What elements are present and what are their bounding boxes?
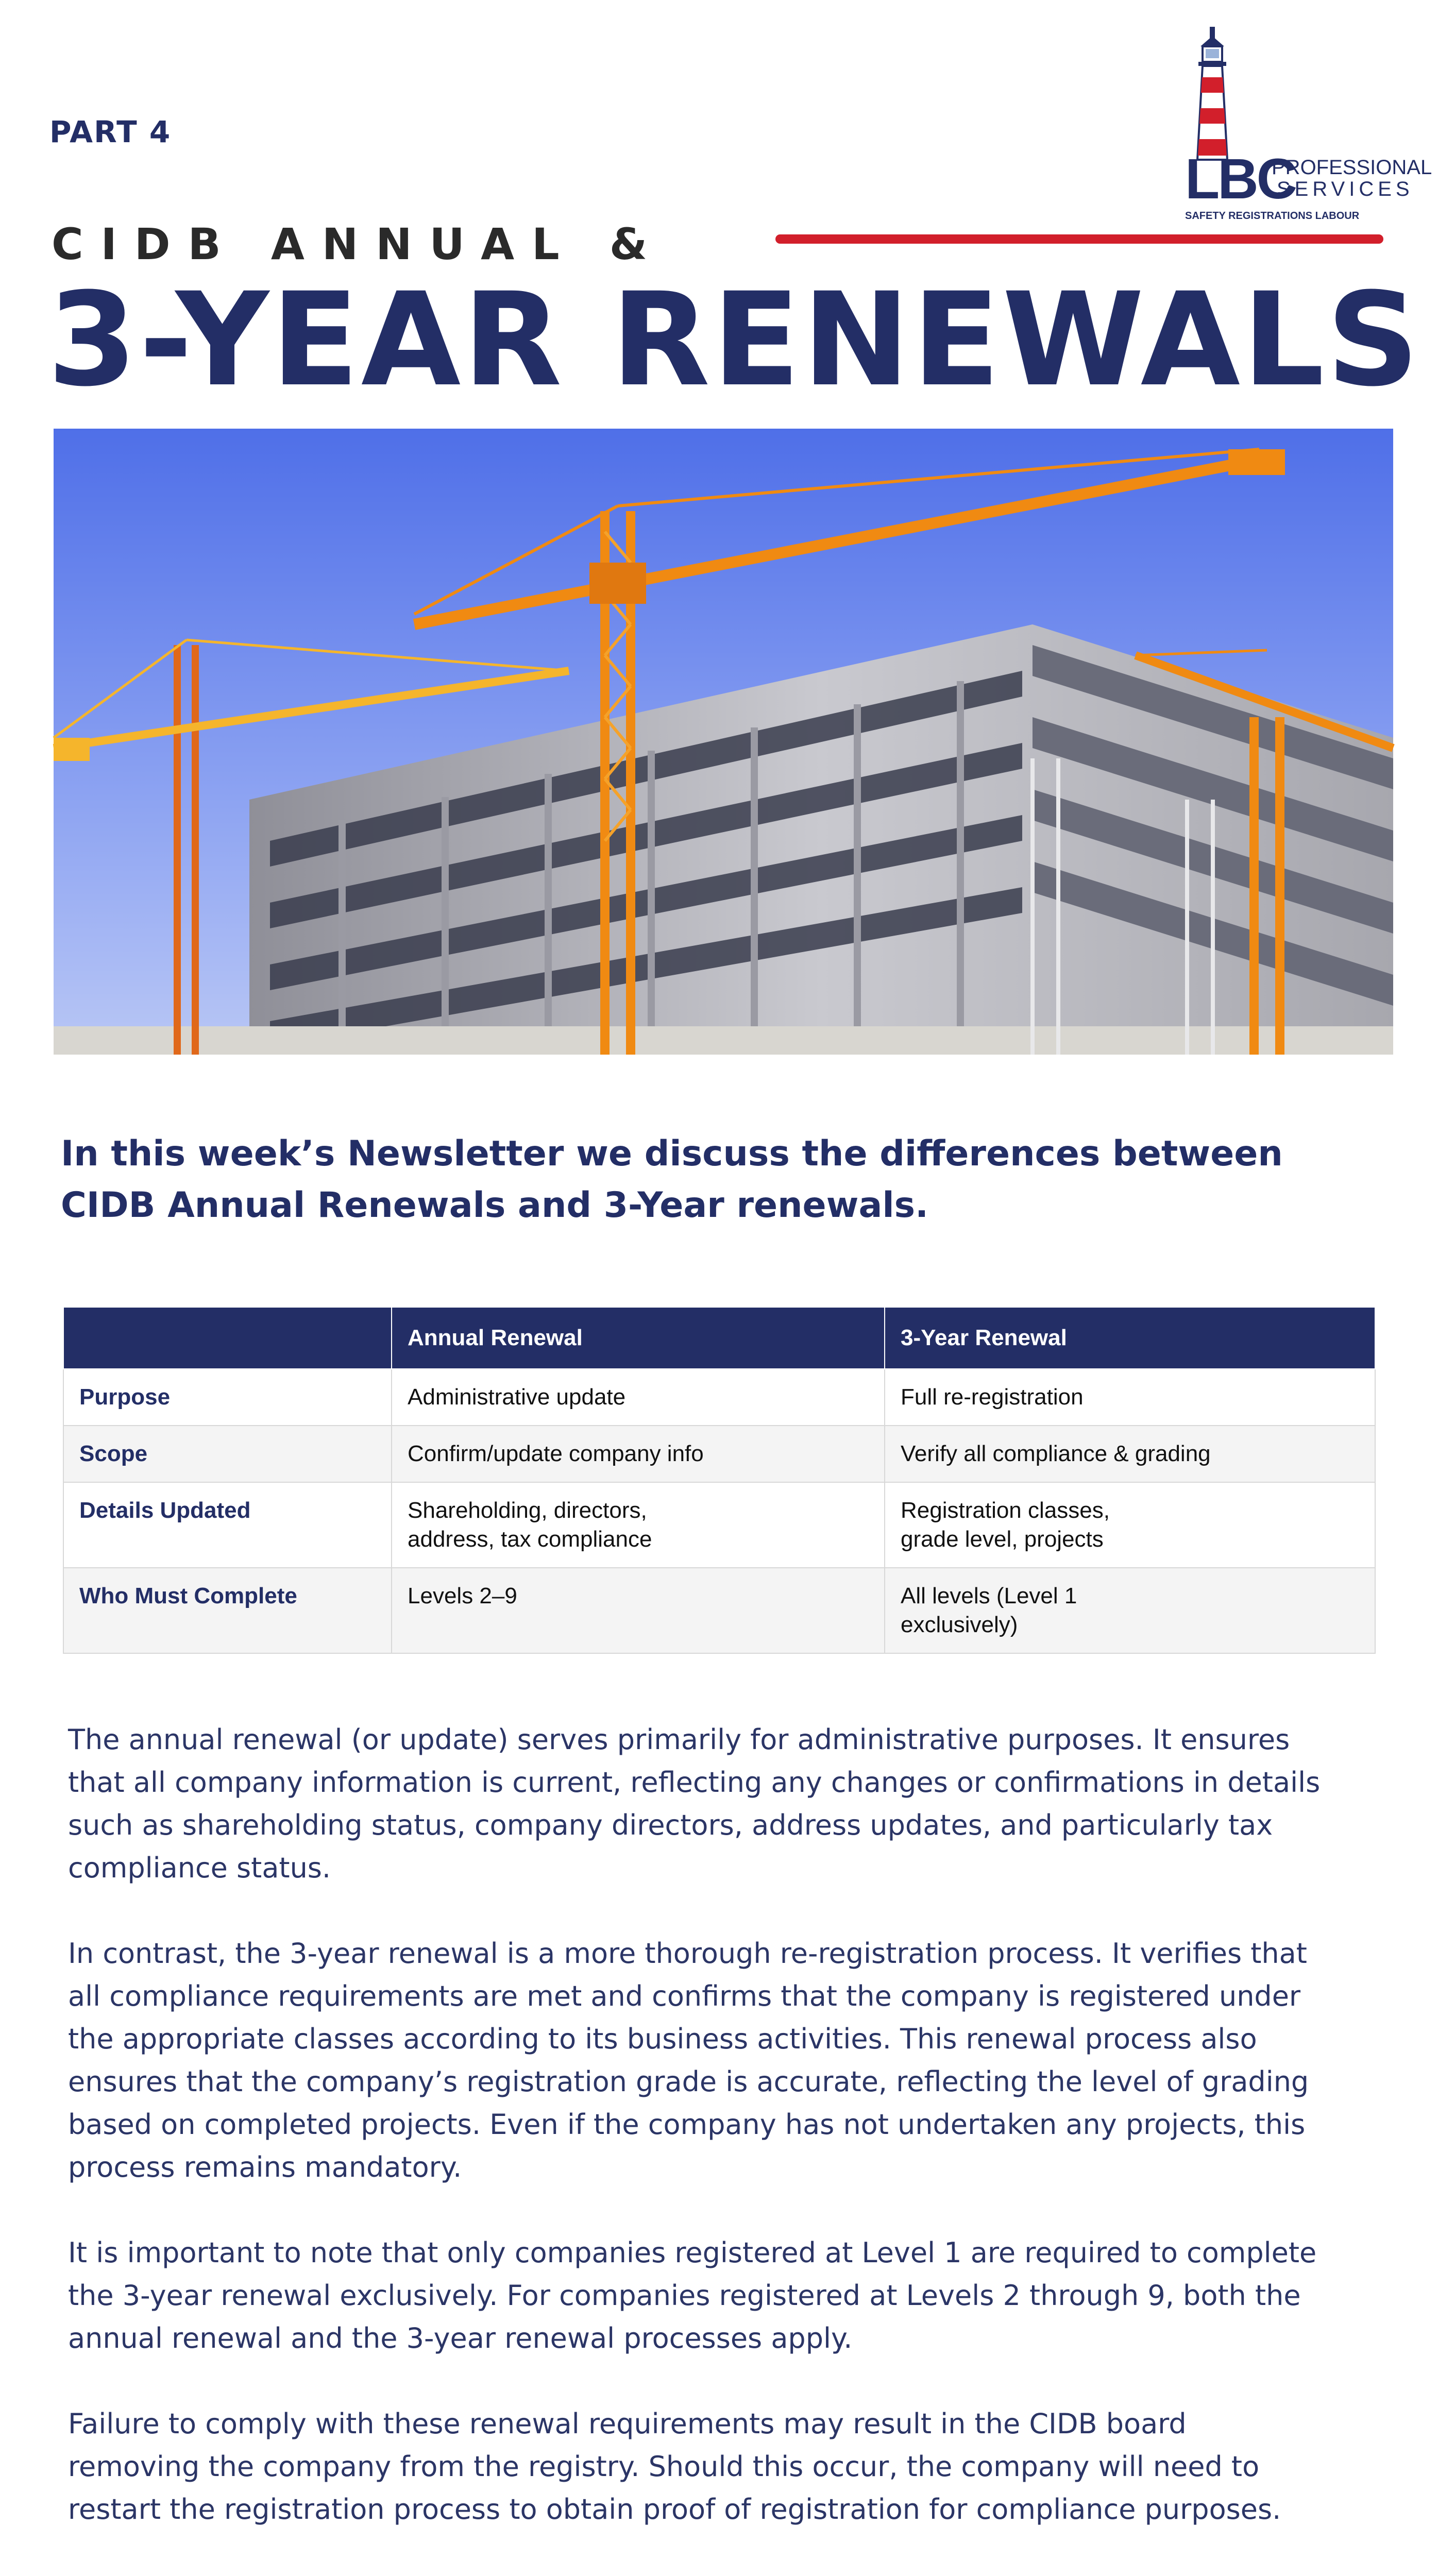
table-header-annual: Annual Renewal: [392, 1307, 885, 1369]
construction-cranes-building-photo: [54, 429, 1393, 1055]
paragraph: It is important to note that only companies registered at Level 1 are required to complete the 3-year renewal exclusively. For companies registered at Levels 2 through 9, both the annual renewal and the 3-year renewal processes apply.: [68, 2236, 1317, 2354]
page-title: 3-YEAR RENEWALS: [47, 265, 1422, 415]
comparison-table: [63, 1307, 1376, 1654]
paragraph: The annual renewal (or update) serves primarily for administrative purposes. It ensures that all company information is current, reflecting any changes or confirmations in details such as shareholding status, company directors, address updates, and particularly tax compliance status.: [68, 1723, 1321, 1884]
table-row: [63, 1426, 1375, 1482]
logo-tagline: SAFETY REGISTRATIONS LABOUR: [1185, 210, 1360, 222]
row-label: Who Must Complete: [63, 1568, 392, 1653]
cell-annual: Confirm/update company info: [392, 1426, 885, 1482]
table-header-three-year: 3-Year Renewal: [885, 1307, 1375, 1369]
lbc-logo: [1185, 21, 1432, 227]
row-label: Scope: [63, 1426, 392, 1482]
paragraph: Failure to comply with these renewal requirements may result in the CIDB board removing the company from the registry. Should this occur, the company will need to restart the registration process to obtain proof of registration for compliance purposes.: [68, 2408, 1281, 2526]
table-header-empty: [63, 1307, 392, 1369]
paragraph: In contrast, the 3-year renewal is a more thorough re-registration process. It verifies that all compliance requirements are met and confirms that the company is registered under the appropriate classes according to its business activities. This renewal process also ensures that the company’s registration grade is accurate, reflecting the level of grading based on completed projects. Even if the company has not undertaken any projects, this process remains mandatory.: [68, 1937, 1309, 2183]
part-label: PART 4: [49, 114, 172, 149]
logo-line2: SERVICES: [1277, 178, 1414, 200]
cell-three-year: All levels (Level 1 exclusively): [885, 1568, 1375, 1653]
red-divider: [775, 234, 1383, 244]
logo-name: LBC: [1185, 147, 1296, 211]
table-header-row: [63, 1307, 1375, 1369]
cell-annual: Administrative update: [392, 1369, 885, 1426]
subtitle: CIDB ANNUAL &: [52, 219, 665, 269]
table-row: [63, 1568, 1375, 1653]
cell-three-year: Registration classes, grade level, projects: [885, 1482, 1375, 1568]
intro-heading: In this week’s Newsletter we discuss the differences between CIDB Annual Renewals and 3-Year renewals.: [61, 1133, 1283, 1226]
row-label: Details Updated: [63, 1482, 392, 1568]
article-body: [68, 1718, 1379, 2576]
table-row: [63, 1482, 1375, 1568]
row-label: Purpose: [63, 1369, 392, 1426]
cell-annual: Levels 2–9: [392, 1568, 885, 1653]
logo-line1: PROFESSIONAL: [1272, 156, 1432, 179]
paragraph: [68, 2573, 1379, 2576]
table-row: [63, 1369, 1375, 1426]
cell-three-year: Verify all compliance & grading: [885, 1426, 1375, 1482]
lighthouse-icon: [1197, 27, 1227, 160]
cell-annual: Shareholding, directors, address, tax compliance: [392, 1482, 885, 1568]
cell-three-year: Full re-registration: [885, 1369, 1375, 1426]
